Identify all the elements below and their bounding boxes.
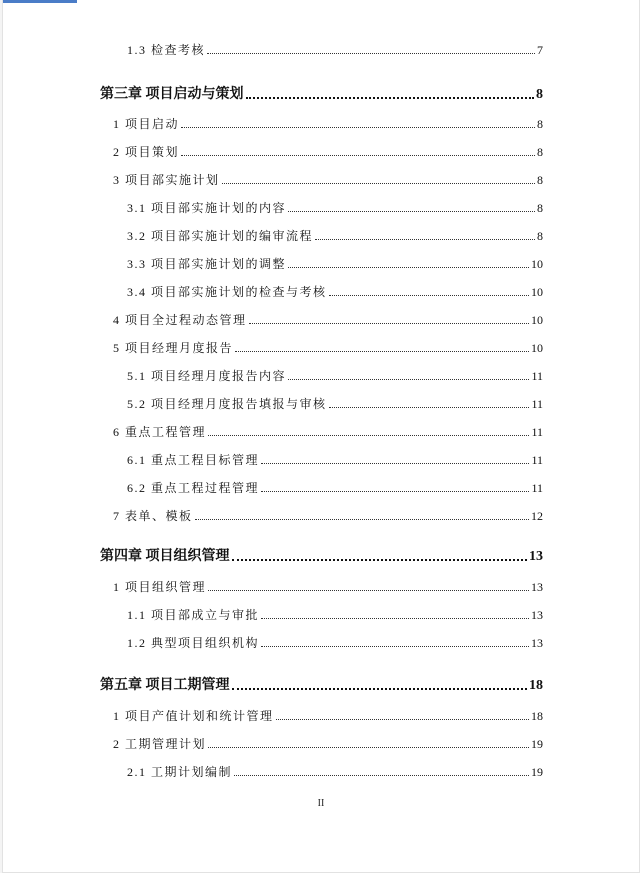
toc-entry-4-1[interactable] [3,577,639,595]
toc-leader-dots [288,211,535,212]
toc-entry-4-1-1[interactable] [3,605,639,623]
toc-entry-title: 1 项目产值计划和统计管理 [113,709,274,723]
toc-entry-page: 10 [531,313,543,327]
table-of-contents [3,0,639,872]
toc-chapter-5[interactable] [3,676,639,694]
toc-leader-dots [276,719,529,720]
toc-entry-title: 2 项目策划 [113,145,180,159]
toc-entry-3-7[interactable] [3,506,639,524]
toc-chapter-title: 第三章 项目启动与策划 [100,87,244,102]
toc-leader-dots [288,379,529,380]
toc-entry-title: 3.1 项目部实施计划的内容 [127,201,287,215]
toc-entry-3-3-2[interactable] [3,226,639,244]
toc-entry-5-2[interactable] [3,734,639,752]
toc-leader-dots [235,351,529,352]
toc-entry-title: 1 项目启动 [113,117,180,131]
toc-leader-dots [232,688,528,690]
toc-entry-title: 3.4 项目部实施计划的检查与考核 [127,285,327,299]
toc-entry-page: 7 [537,43,543,57]
toc-leader-dots [181,127,535,128]
toc-leader-dots [249,323,529,324]
toc-chapter-page: 13 [529,549,543,564]
toc-entry-4-1-2[interactable] [3,633,639,651]
toc-entry-page: 8 [537,145,543,159]
toc-entry-title: 3 项目部实施计划 [113,173,220,187]
toc-entry-3-3-1[interactable] [3,198,639,216]
toc-leader-dots [208,747,529,748]
toc-entry-title: 7 表单、模板 [113,509,193,523]
toc-entry-page: 19 [531,737,543,751]
toc-entry-page: 13 [531,580,543,594]
toc-chapter-page: 8 [536,87,543,102]
toc-entry-title: 5.2 项目经理月度报告填报与审核 [127,397,327,411]
toc-entry-title: 1.3 检查考核 [127,43,206,57]
toc-entry-page: 8 [537,201,543,215]
toc-entry-page: 8 [537,173,543,187]
toc-chapter-page: 18 [529,678,543,693]
toc-leader-dots [329,295,529,296]
toc-entry-page: 11 [531,481,543,495]
toc-entry-page: 10 [531,257,543,271]
toc-leader-dots [222,183,535,184]
toc-leader-dots [261,491,529,492]
toc-entry-title: 6.1 重点工程目标管理 [127,453,260,467]
toc-entry-1-3[interactable] [3,40,639,58]
toc-leader-dots [232,559,528,561]
toc-entry-title: 3.2 项目部实施计划的编审流程 [127,229,314,243]
toc-leader-dots [208,435,529,436]
toc-entry-title: 1.1 项目部成立与审批 [127,608,260,622]
toc-entry-title: 5 项目经理月度报告 [113,341,234,355]
toc-leader-dots [261,618,529,619]
toc-leader-dots [329,407,530,408]
toc-leader-dots [207,53,535,54]
toc-entry-page: 11 [531,425,543,439]
toc-entry-page: 13 [531,636,543,650]
toc-entry-page: 10 [531,341,543,355]
toc-entry-page: 11 [531,397,543,411]
toc-entry-3-6[interactable] [3,422,639,440]
toc-entry-3-6-1[interactable] [3,450,639,468]
toc-chapter-title: 第四章 项目组织管理 [100,549,230,564]
toc-entry-3-5-2[interactable] [3,394,639,412]
toc-entry-page: 13 [531,608,543,622]
toc-entry-5-2-1[interactable] [3,762,639,780]
page-footer-number: II [317,798,325,809]
toc-entry-title: 5.1 项目经理月度报告内容 [127,369,287,383]
toc-entry-title: 1 项目组织管理 [113,580,207,594]
toc-entry-page: 12 [531,509,543,523]
toc-leader-dots [315,239,535,240]
toc-leader-dots [246,97,535,99]
toc-entry-3-1[interactable] [3,114,639,132]
toc-entry-3-4[interactable] [3,310,639,328]
toc-entry-5-1[interactable] [3,706,639,724]
toc-entry-title: 2.1 工期计划编制 [127,765,233,779]
toc-entry-title: 3.3 项目部实施计划的调整 [127,257,287,271]
toc-entry-title: 2 工期管理计划 [113,737,207,751]
toc-leader-dots [261,463,529,464]
toc-leader-dots [208,590,529,591]
toc-entry-3-3-3[interactable] [3,254,639,272]
toc-leader-dots [195,519,529,520]
toc-entry-page: 18 [531,709,543,723]
toc-entry-title: 6.2 重点工程过程管理 [127,481,260,495]
toc-entry-page: 11 [531,453,543,467]
toc-entry-page: 11 [531,369,543,383]
toc-entry-title: 4 项目全过程动态管理 [113,313,247,327]
toc-entry-page: 19 [531,765,543,779]
toc-chapter-3[interactable] [3,85,639,103]
toc-entry-3-6-2[interactable] [3,478,639,496]
toc-entry-3-3[interactable] [3,170,639,188]
toc-entry-3-5-1[interactable] [3,366,639,384]
toc-chapter-4[interactable] [3,547,639,565]
toc-leader-dots [288,267,529,268]
toc-entry-title: 1.2 典型项目组织机构 [127,636,260,650]
document-page [2,0,640,873]
toc-leader-dots [181,155,535,156]
toc-entry-page: 8 [537,229,543,243]
toc-leader-dots [234,775,529,776]
toc-entry-page: 10 [531,285,543,299]
toc-entry-3-5[interactable] [3,338,639,356]
toc-entry-title: 6 重点工程管理 [113,425,207,439]
toc-leader-dots [261,646,529,647]
toc-entry-3-2[interactable] [3,142,639,160]
toc-entry-3-3-4[interactable] [3,282,639,300]
toc-chapter-title: 第五章 项目工期管理 [100,678,230,693]
toc-entry-page: 8 [537,117,543,131]
